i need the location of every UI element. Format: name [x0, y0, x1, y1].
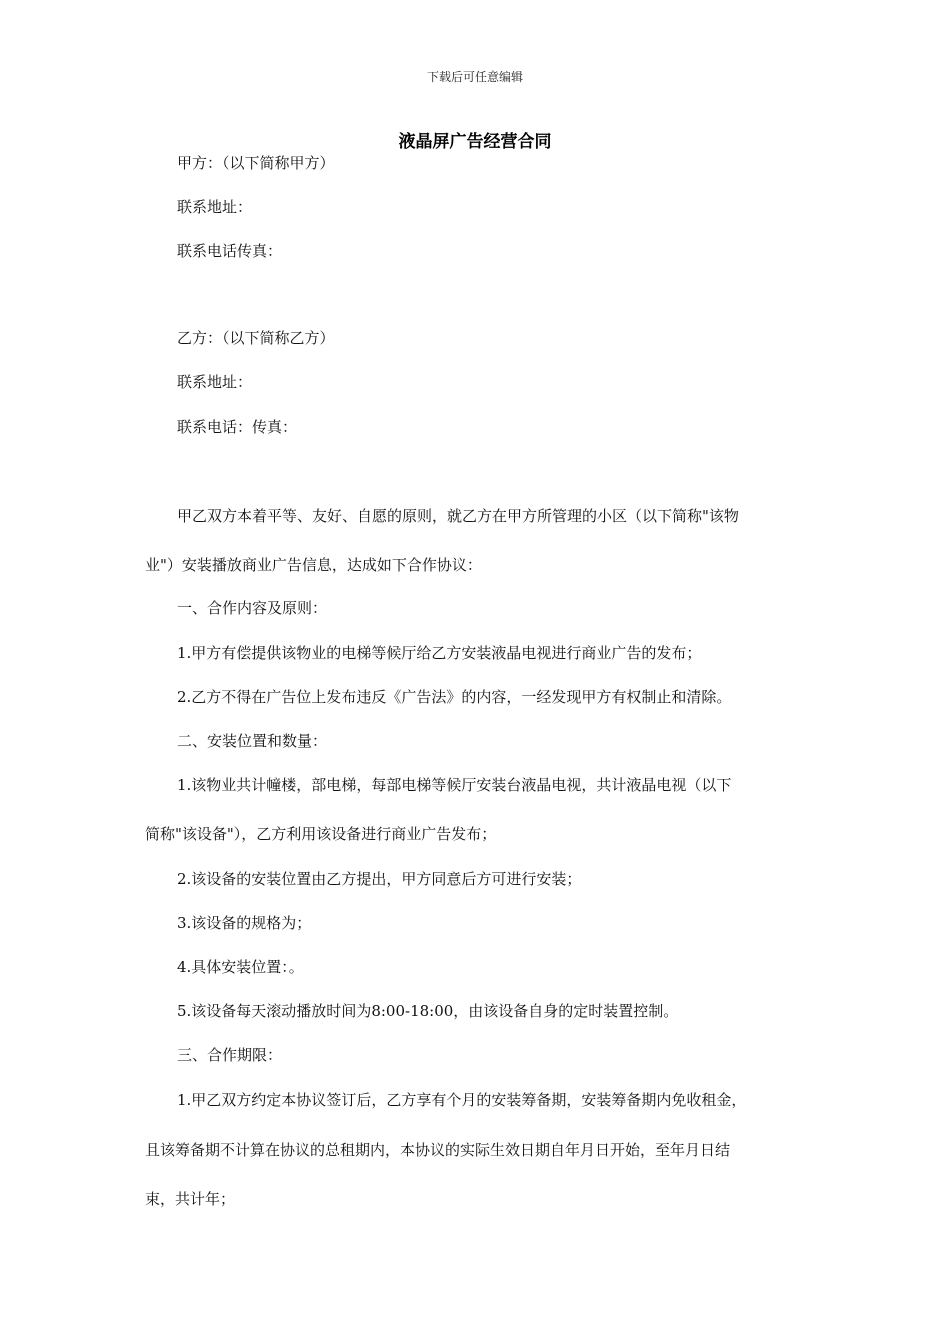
section-1-heading: 一、合作内容及原则： [177, 599, 328, 617]
section-2-item-1-line-2: 简称"该设备"），乙方利用该设备进行商业广告发布； [145, 825, 497, 843]
party-a-line: 甲方：（以下简称甲方） [177, 154, 335, 172]
section-1-item-1: 1.甲方有偿提供该物业的电梯等候厅给乙方安装液晶电视进行商业广告的发布； [177, 644, 702, 662]
section-2-item-2: 2.该设备的安装位置由乙方提出，甲方同意后方可进行安装； [177, 870, 582, 888]
party-b-address: 联系地址： [177, 373, 253, 391]
header-note: 下载后可任意编辑 [426, 70, 523, 84]
party-a-phone-fax: 联系电话传真： [177, 242, 283, 260]
section-3-item-1-line-3: 束，共计年； [145, 1190, 236, 1208]
section-3-item-1-line-1: 1.甲乙双方约定本协议签订后，乙方享有个月的安装筹备期，安装筹备期内免收租金， [177, 1091, 747, 1109]
document-title: 液晶屏广告经营合同 [398, 132, 552, 152]
section-3-heading: 三、合作期限： [177, 1046, 283, 1064]
section-2-item-1-line-1: 1.该物业共计幢楼，部电梯，每部电梯等候厅安装台液晶电视，共计液晶电视（以下 [177, 776, 732, 794]
section-1-item-2: 2.乙方不得在广告位上发布违反《广告法》的内容，一经发现甲方有权制止和清除。 [177, 688, 732, 706]
preamble-line-2: 业"）安装播放商业广告信息，达成如下合作协议： [145, 556, 482, 574]
section-2-item-5: 5.该设备每天滚动播放时间为8:00-18:00，由该设备自身的定时装置控制。 [177, 1002, 679, 1020]
party-b-line: 乙方：（以下简称乙方） [177, 329, 335, 347]
section-2-heading: 二、安装位置和数量： [177, 732, 328, 750]
section-3-item-1-line-2: 且该筹备期不计算在协议的总租期内，本协议的实际生效日期自年月日开始，至年月日结 [145, 1141, 731, 1159]
preamble-line-1: 甲乙双方本着平等、友好、自愿的原则，就乙方在甲方所管理的小区（以下简称"该物 [177, 507, 739, 525]
party-a-address: 联系地址： [177, 198, 253, 216]
section-2-item-3: 3.该设备的规格为； [177, 914, 312, 932]
party-b-phone-fax: 联系电话：传真： [177, 418, 298, 436]
section-2-item-4: 4.具体安装位置：。 [177, 958, 304, 976]
